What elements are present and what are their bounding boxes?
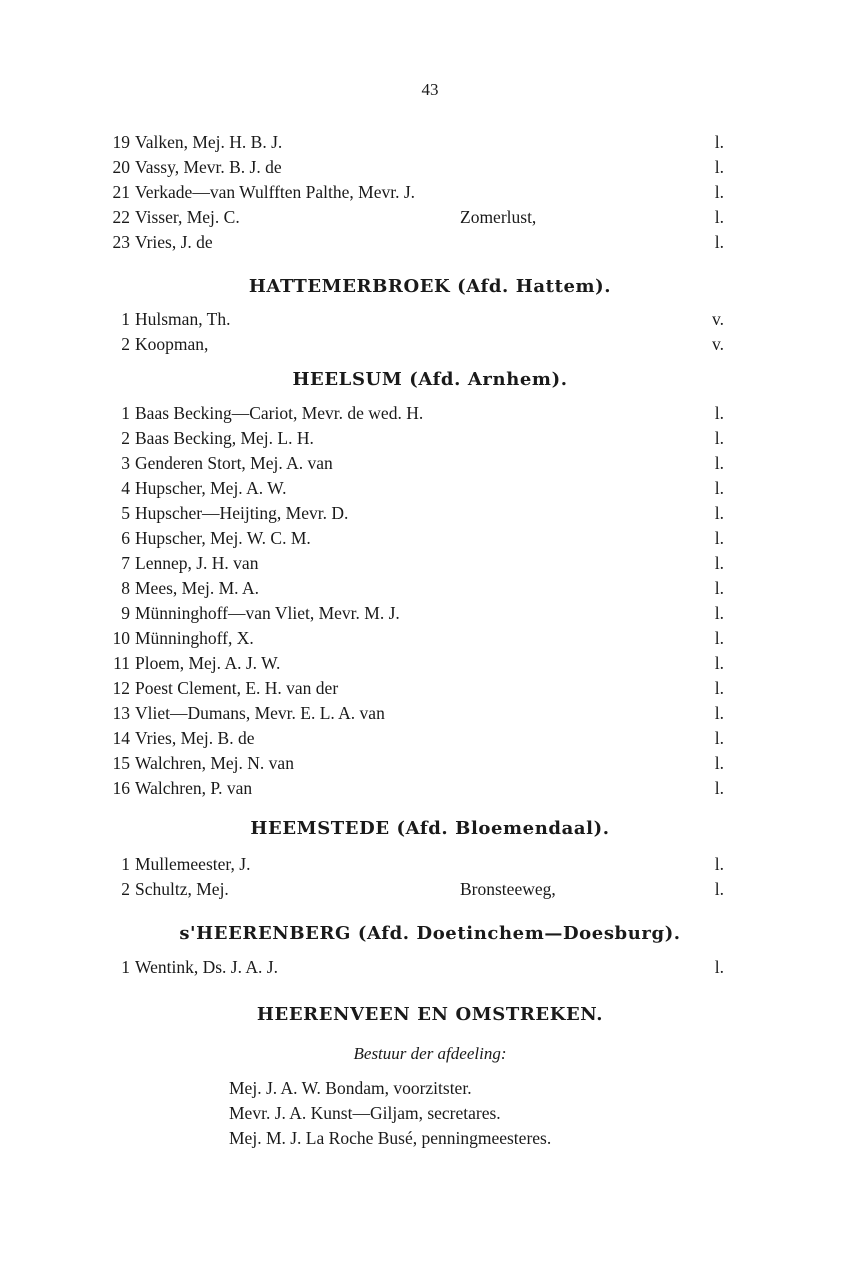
list-item: 20 Vassy, Mevr. B. J. de l.	[112, 157, 724, 177]
section-heading: HEERENVEEN EN OMSTREKEN.	[256, 1004, 604, 1025]
section-heading: s'HEERENBERG (Afd. Doetinchem—Doesburg).	[179, 923, 681, 944]
board-subheading: Bestuur der afdeeling:	[353, 1044, 507, 1063]
list-item: 8 Mees, Mej. M. A. l.	[121, 578, 724, 598]
section-list	[108, 307, 728, 357]
list-item: 2 Baas Becking, Mej. L. H. l.	[121, 428, 724, 448]
list-item: 16 Walchren, P. van l.	[112, 778, 724, 798]
list-item: 13 Vliet—Dumans, Mevr. E. L. A. van l.	[112, 703, 724, 723]
list-item: 10 Münninghoff, X. l.	[112, 628, 724, 648]
list-item: 12 Poest Clement, E. H. van der l.	[112, 678, 724, 698]
list-item: 5 Hupscher—Heijting, Mevr. D. l.	[121, 503, 724, 523]
board-member: Mevr. J. A. Kunst—Giljam, secretares.	[229, 1103, 501, 1123]
section-list	[108, 852, 728, 902]
section-heading: HATTEMERBROEK (Afd. Hattem).	[248, 276, 612, 297]
list-item: 2 Schultz, Mej. Bronsteeweg, l.	[121, 879, 724, 899]
list-item: 7 Lennep, J. H. van l.	[121, 553, 724, 573]
list-item: 9 Münninghoff—van Vliet, Mevr. M. J. l.	[121, 603, 724, 623]
list-item: 22 Visser, Mej. C. Zomerlust, l.	[112, 207, 724, 227]
section-heading: HEELSUM (Afd. Arnhem).	[292, 369, 568, 390]
list-item: 19 Valken, Mej. H. B. J. l.	[112, 132, 724, 152]
section-list	[108, 955, 728, 980]
list-item: 1 Wentink, Ds. J. A. J. l.	[121, 957, 724, 977]
list-item: 6 Hupscher, Mej. W. C. M. l.	[121, 528, 724, 548]
list-item: 14 Vries, Mej. B. de l.	[112, 728, 724, 748]
list-item: 2 Koopman, v.	[121, 334, 724, 354]
board-member: Mej. M. J. La Roche Busé, penningmeesteres.	[229, 1128, 552, 1148]
list-item: 15 Walchren, Mej. N. van l.	[112, 753, 724, 773]
section-heading: HEEMSTEDE (Afd. Bloemendaal).	[250, 818, 610, 839]
board-list	[229, 1076, 551, 1151]
page-number: 43	[421, 80, 439, 99]
list-item: 4 Hupscher, Mej. A. W. l.	[121, 478, 724, 498]
list-item: 11 Ploem, Mej. A. J. W. l.	[113, 653, 724, 673]
continued-list	[108, 130, 728, 255]
list-item: 23 Vries, J. de l.	[112, 232, 724, 252]
list-item: 3 Genderen Stort, Mej. A. van l.	[121, 453, 724, 473]
section-list	[108, 401, 728, 801]
list-item: 1 Hulsman, Th. v.	[121, 309, 724, 329]
list-item: 21 Verkade—van Wulfften Palthe, Mevr. J. l.	[112, 182, 724, 202]
list-item: 1 Mullemeester, J. l.	[121, 854, 724, 874]
board-member: Mej. J. A. W. Bondam, voorzitster.	[229, 1078, 472, 1098]
list-item: 1 Baas Becking—Cariot, Mevr. de wed. H. l.	[121, 403, 724, 423]
